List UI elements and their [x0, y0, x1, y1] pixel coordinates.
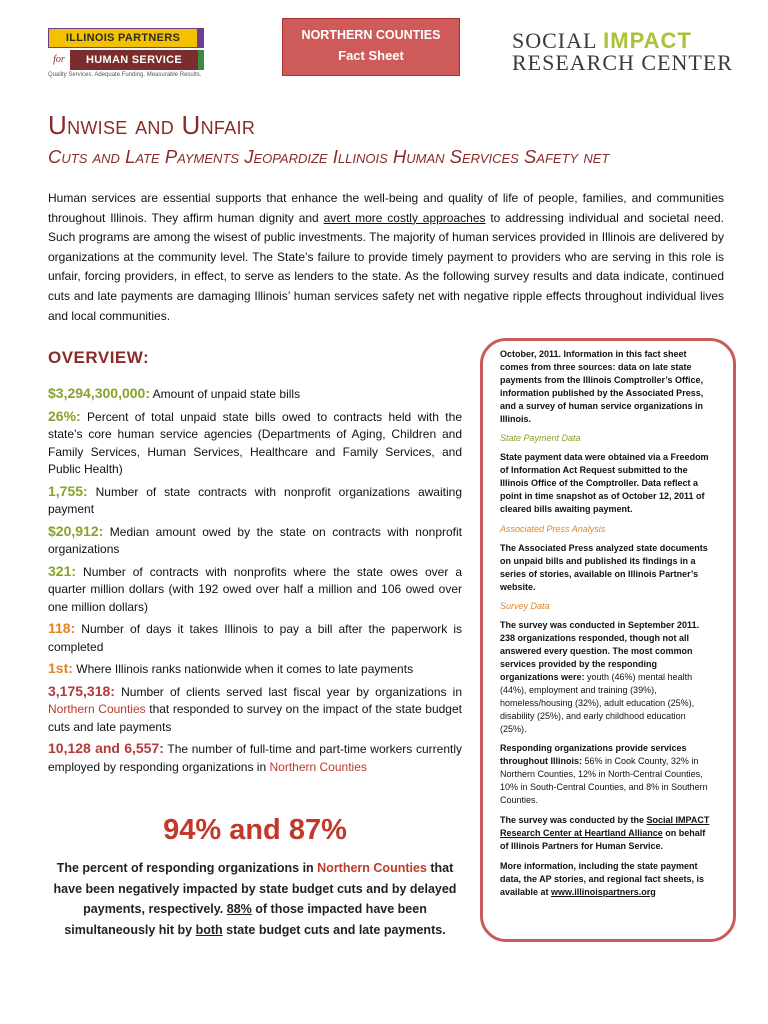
stat-item [48, 408, 462, 479]
stat-item [48, 660, 462, 679]
region-name: Northern Counties [269, 759, 367, 774]
stat-item [48, 683, 462, 737]
stat-value: 26%: [48, 407, 81, 424]
website-link[interactable]: www.illinoispartners.org [551, 886, 656, 897]
intro-paragraph [48, 189, 724, 326]
stat-text: Where Illinois ranks nationwide when it comes to late payments [72, 662, 414, 676]
stat-text: The number of full-time and part-time workers currently employed by responding organizations in [48, 742, 462, 774]
page-subtitle: Cuts and Late Payments Jeopardize Illinois Human Services Safety net [48, 146, 610, 167]
section-text: on behalf of Illinois Partners for Human Service. [500, 827, 706, 851]
stat-item [48, 483, 462, 519]
sirc-impact: IMPACT [603, 28, 692, 53]
illinois-partners-logo [48, 28, 218, 82]
section-heading: Survey Data [500, 601, 550, 612]
intro-link: avert more costly approaches [323, 210, 486, 225]
section-text: youth (46%) mental health (44%), employment and training (39%), homeless/housing (32%), adult education (25%), disability (25%), and early childhood education (25%). [500, 671, 695, 734]
stat-item [48, 563, 462, 617]
logo-line1: ILLINOIS PARTNERS [48, 28, 198, 48]
stat-value: 1,755: [48, 482, 88, 499]
highlight-both: both [195, 922, 223, 937]
stat-text: Number of clients served last fiscal year by organizations in [114, 684, 462, 699]
sirc-social: SOCIAL [512, 28, 604, 53]
stat-text: Median amount owed by the state on contracts with nonprofit organizations [48, 524, 462, 556]
overview-heading: OVERVIEW: [48, 348, 150, 367]
logo-accent-purple [198, 28, 204, 48]
stat-item [48, 740, 462, 776]
survey-credit [500, 814, 714, 853]
survey-regions [500, 742, 714, 807]
section-text: The survey was conducted by the [500, 815, 647, 825]
highlight-text [48, 858, 462, 940]
page-title: Unwise and Unfair [48, 110, 256, 140]
stat-value: 321: [48, 562, 77, 579]
section-heading: State Payment Data [500, 433, 581, 444]
section-text: The survey was conducted in September 2011. 238 organizations responded, though not all answered every question. The most common services provided by the responding organizations were: [500, 620, 700, 682]
section-text: Responding organizations provide services throughout Illinois: [500, 743, 687, 767]
sirc-link[interactable]: Social IMPACT Research Center at Heartland Alliance [500, 815, 710, 838]
logo-for: for [53, 54, 65, 65]
stat-item [48, 385, 462, 404]
highlight-t4: state budget cuts and late payments. [222, 922, 446, 937]
section-text: 56% in Cook County, 32% in Northern Counties, 12% in North-Central Counties, 10% in South-Central Counties, and 8% in Southern Counties. [500, 756, 708, 806]
highlight-t2: that have been negatively impacted by state budget cuts and by delayed payments, respectively. [53, 861, 457, 916]
sirc-line2: RESEARCH CENTER [512, 50, 733, 75]
intro-part2: to addressing individual and societal need. Such programs are among the wisest of public investments. The majority of human services provided in Illinois are delivered by organizations at the community level. The State’s failure to provide timely payment to providers who are serving in this role is unfair, forcing providers, in effect, to serve as lenders to the state. As the following survey results and data indicate, continued cuts and late payments are damaging Illinois’ human services safety net with negative ripple effects throughout individual lives and local communities. [48, 210, 725, 323]
stat-value: $3,294,300,000: [48, 385, 150, 401]
sources-box [500, 348, 714, 905]
section-text: The Associated Press analyzed state documents on unpaid bills and published its findings in a series of stories, available on Illinois Partner’s website. [500, 542, 708, 592]
stat-item [48, 620, 462, 656]
more-info [500, 860, 714, 899]
stat-value: $20,912: [48, 522, 104, 539]
stat-text: Number of contracts with nonprofits where the state owes over a quarter million dollars (with 192 owed over half a million and 106 owed over one million dollars) [48, 564, 462, 614]
stat-text: Number of state contracts with nonprofit organizations awaiting payment [48, 484, 462, 516]
highlight-figure: 94% and 87% [163, 814, 347, 846]
sources-intro: October, 2011. Information in this fact sheet comes from three sources: data on late state payments from the Illinois Comptroller’s Office, information published by the Associated Press, and a survey of human service organizations in Illinois. [500, 349, 704, 424]
logo-line2: HUMAN SERVICE [70, 50, 198, 70]
fact-sheet-badge [282, 18, 460, 76]
badge-region: NORTHERN COUNTIES [301, 28, 441, 42]
stat-text: that responded to survey on the impact of the state budget cuts and late payments [48, 702, 462, 734]
stat-text: Percent of total unpaid state bills owed to contracts held with the state’s core human service agencies (Departments of Aging, Children and Family Services, Human Services, Healthcare and Family Services, and Public Health) [48, 409, 462, 476]
stat-text: Number of days it takes Illinois to pay a bill after the paperwork is completed [48, 622, 462, 654]
sirc-logo [512, 30, 732, 74]
highlight-t1: The percent of responding organizations in [56, 861, 318, 875]
badge-label: Fact Sheet [338, 48, 404, 63]
sirc-line1 [512, 30, 732, 52]
section-text: More information, including the state payment data, the AP stories, and regional fact sheets, is available at [500, 860, 705, 897]
intro-part1: Human services are essential supports that enhance the well-being and quality of life of people, families, and communities throughout Illinois. They affirm human dignity and [48, 191, 724, 225]
section-text: State payment data were obtained via a Freedom of Information Act Request submitted to the Illinois Office of the Comptroller. Data reflect a point in time snapshot as of October 12, 2011 of cleared bills awaiting payment. [500, 452, 709, 514]
stat-text: Amount of unpaid state bills [149, 387, 301, 401]
region-name: Northern Counties [48, 702, 146, 716]
stat-value: 10,128 and 6,557: [48, 740, 164, 756]
highlight-pct: 88% [226, 902, 252, 916]
overview-stats [48, 385, 462, 780]
logo-tagline: Quality Services. Adequate Funding. Measurable Results. [48, 72, 202, 78]
section-heading: Associated Press Analysis [500, 523, 606, 534]
highlight-t3: of those impacted have been simultaneously hit by [64, 902, 427, 937]
stat-value: 1st: [48, 660, 73, 676]
stat-item [48, 523, 462, 559]
region-name: Northern Counties [317, 861, 427, 875]
logo-accent-green [198, 50, 204, 70]
stat-value: 118: [48, 620, 76, 636]
stat-value: 3,175,318: [48, 682, 115, 699]
survey-services [500, 619, 714, 735]
